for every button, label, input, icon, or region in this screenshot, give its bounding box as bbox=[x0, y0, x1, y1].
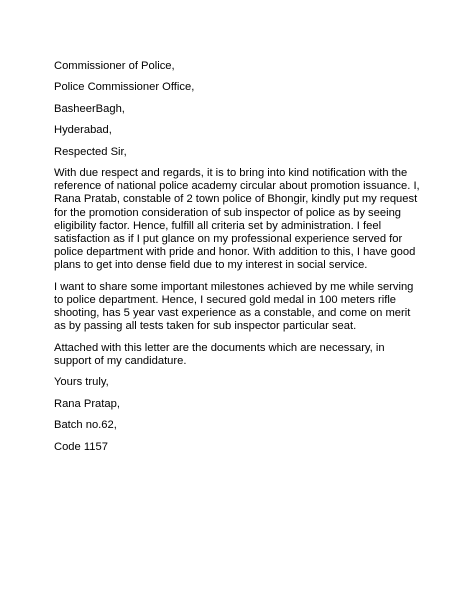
signature-name: Rana Pratap, bbox=[54, 397, 120, 410]
paragraph-milestones: I want to share some important milestones achieved by me while serving to police department. Hence, I secured gold medal in 100 meters rifle shooting, has 5 year vast experience as a constable, and come on merit as by passing all tests taken for sub inspector particular seat. bbox=[54, 280, 414, 333]
paragraph-attachments: Attached with this letter are the documents which are necessary, in support of my candidature. bbox=[54, 341, 385, 367]
recipient-title: Commissioner of Police, bbox=[54, 60, 175, 72]
salutation: Respected Sir, bbox=[54, 145, 127, 158]
code-number: Code 1157 bbox=[54, 440, 108, 453]
batch-number: Batch no.62, bbox=[54, 419, 117, 432]
address-line-2: Hyderabad, bbox=[54, 124, 112, 137]
letter-body bbox=[54, 60, 426, 462]
address-line-1: BasheerBagh, bbox=[54, 102, 125, 115]
recipient-office: Police Commissioner Office, bbox=[54, 81, 195, 94]
paragraph-request: With due respect and regards, it is to bring into kind notification with the reference of national police academy circular about promotion issuance. I, Rana Pratab, constable of 2 town police of Bhongir, kindly put my request for the promotion consideration of sub inspector of police as by seeing eligibility factor. Hence, fulfill all criteria set by administration. I feel satisfaction as if I put glance on my professional experience served for police department with pride and honor. With addition to this, I have good plans to get into dense field due to my interest in social service. bbox=[54, 166, 420, 272]
closing: Yours truly, bbox=[54, 376, 109, 389]
